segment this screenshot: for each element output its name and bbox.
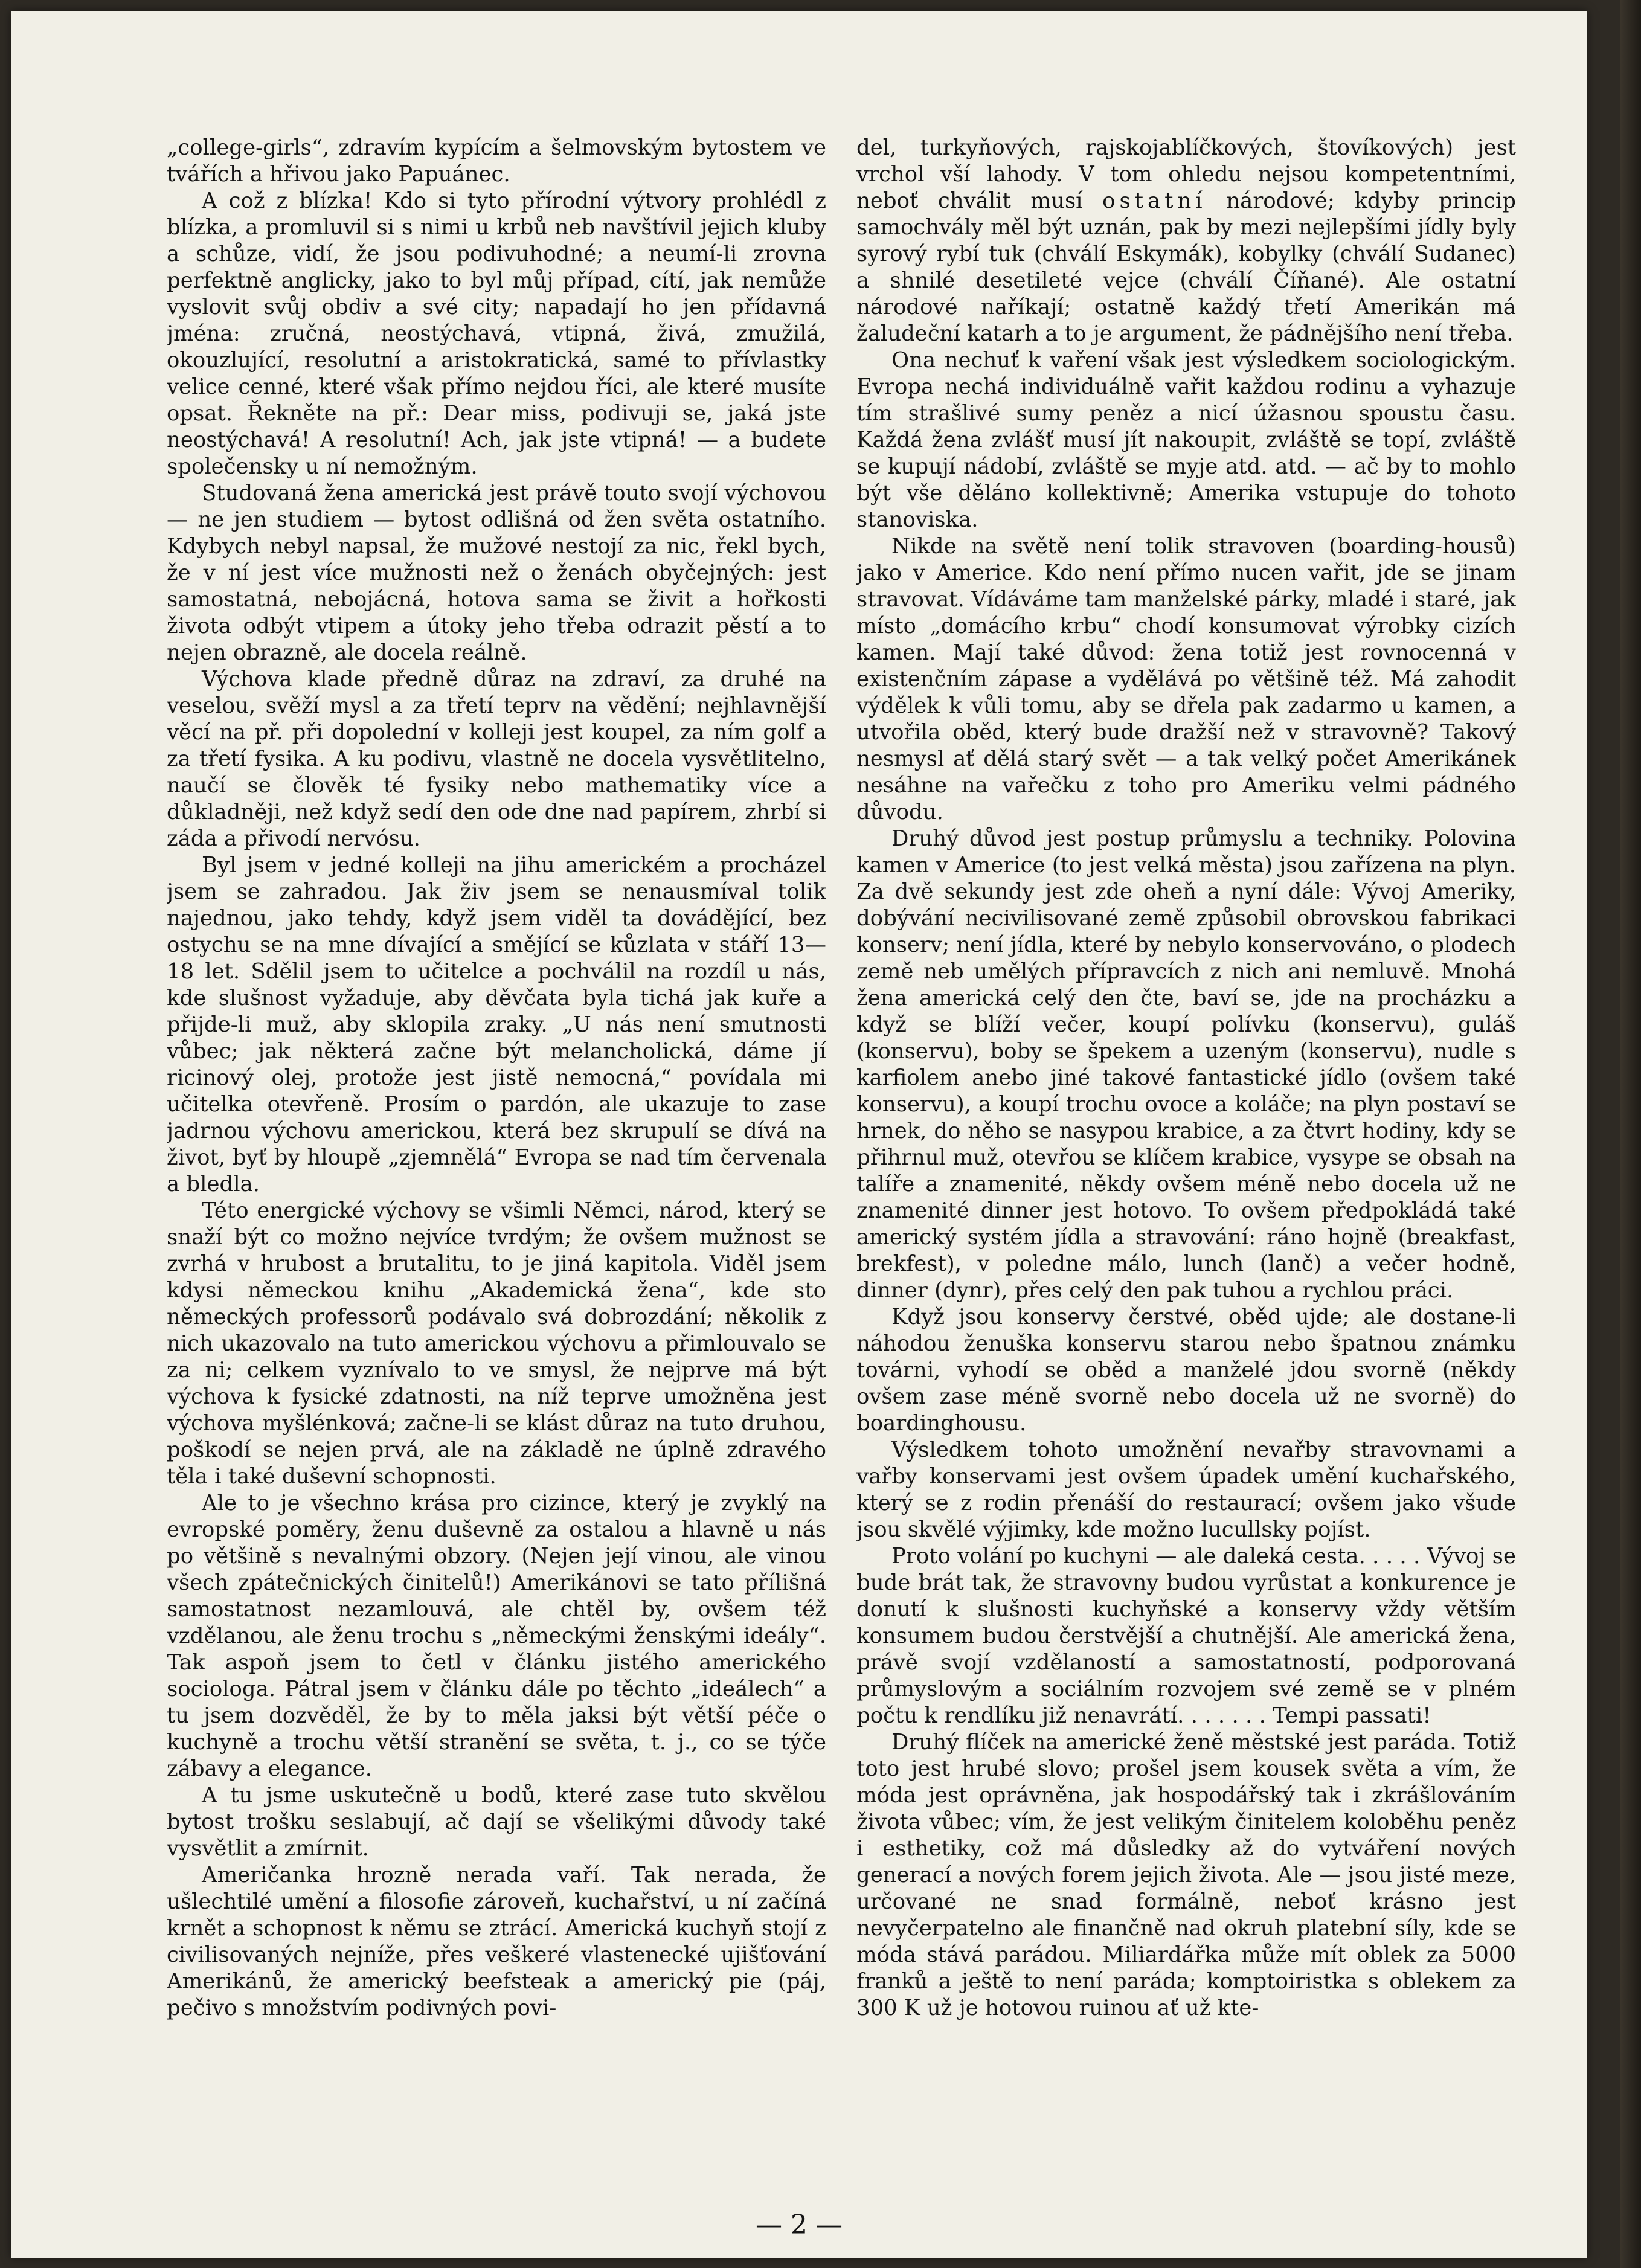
paragraph: Nikde na světě není tolik stravoven (boarding-housů) jako v Americe. Kdo není přímo nucen vařit, jde se jinam stravovat. Vídáváme tam manželské párky, mladé i staré, jak místo „domácího krbu“ chodí konsumovat výrobky cizích kamen. Mají také důvod: žena totiž jest rovnocenná v existenčním zápase a vydělává po většině též. Má zahodit výdělek k vůli tomu, aby se dřela pak zadarmo u kamen, a utvořila oběd, který bude dražší než v stravovně? Takový nesmysl ať dělá starý svět — a tak velký počet Amerikánek nesáhne na vařečku z toho pro Ameriku velmi pádného důvodu. (856, 534, 1516, 824)
page-number: — 2 — (756, 2209, 843, 2240)
paragraph: „college-girls“, zdravím kypícím a šelmovským bytostem ve tvářích a hřivou jako Papuánec. (167, 135, 826, 187)
paragraph: Ale to je všechno krása pro cizince, který je zvyklý na evropské poměry, ženu duševně za ostalou a hlavně u nás po většině s nevalnými obzory. (Nejen její vinou, ale vinou všech zpátečnických činitelů!) Amerikánovi se tato přílišná samostatnost nezamlouvá, ale chtěl by, ovšem též vzdělanou, ale ženu trochu s „německými ženskými ideály“. Tak aspoň jsem to četl v článku jistého amerického sociologa. Pátral jsem v článku dále po těchto „ideálech“ a tu jsem dozvěděl, že by to měla jaksi být větší péče o kuchyně a trochu větší stranění se světa, t. j., co se týče zábavy a elegance. (167, 1491, 826, 1781)
paragraph: Druhý flíček na americké ženě městské jest paráda. Totiž toto jest hrubé slovo; prošel jsem kousek světa a vím, že móda jest oprávněna, jak hospodářský tak i zkrášlováním života vůbec; vím, že jest velikým činitelem koloběhu peněz i esthetiky, což má důsledky až do vytváření nových generací a nových forem jejich života. Ale — jsou jisté meze, určované ne snad formálně, neboť krásno jest nevyčerpatelno ale finančně nad okruh platební síly, kde se móda stává parádou. Miliardářka může mít oblek za 5000 franků a ještě to není paráda; komptoiristka s oblekem za 300 K už je hotovou ruinou ať už kte- (856, 1730, 1516, 2020)
paragraph: A což z blízka! Kdo si tyto přírodní výtvory prohlédl z blízka, a promluvil si s nimi u krbů neb navštívil jejich kluby a schůze, vidí, že jsou podivuhodné; a neumí-li zrovna perfektně anglicky, jako to byl můj případ, cítí, jak nemůže vyslovit svůj obdiv a své city; napadají ho jen přídavná jména: zručná, neostýchavá, vtipná, živá, zmužilá, okouzlující, resolutní a aristokratická, samé to přívlastky velice cenné, které však přímo nejdou říci, ale které musíte opsat. Řekněte na př.: Dear miss, podivuji se, jaká jste neostýchavá! A resolutní! Ach, jak jste vtipná! — a budete společensky u ní nemožným. (167, 188, 826, 479)
paragraph: Američanka hrozně nerada vaří. Tak nerada, že ušlechtilé umění a filosofie zároveň, kuchařství, u ní začíná krnět a schopnost k němu se ztrácí. Americká kuchyň stojí z civilisovaných nejníže, přes veškeré vlastenecké ujišťování Amerikánů, že americký beefsteak a americký pie (páj, pečivo s množstvím podivných povi- (167, 1863, 826, 2020)
paragraph: Druhý důvod jest postup průmyslu a techniky. Polovina kamen v Americe (to jest velká města) jsou zařízena na plyn. Za dvě sekundy jest zde oheň a nyní dále: Vývoj Ameriky, dobývání necivilisované země způsobil obrovskou fabrikaci konserv; není jídla, které by nebylo konservováno, o plodech země neb umělých přípravcích z nich ani nemluvě. Mnohá žena americká celý den čte, baví se, jde na procházku a když se blíží večer, koupí polívku (konservu), guláš (konservu), boby se špekem a uzeným (konservu), nudle s karfiolem anebo jiné takové fantastické jídlo (ovšem také konservu), a koupí trochu ovoce a koláče; na plyn postaví se hrnek, do něho se nasypou krabice, a za čtvrt hodiny, kdy se přihrnul muž, otevřou se klíčem krabice, vysype se obsah na talíře a znamenité, někdy ovšem méně nebo docela už ne znamenité dinner jest hotovo. To ovšem předpokládá také americký systém jídla a stravování: ráno hojně (breakfast, brekfest), v poledne málo, lunch (lanč) a večer hodně, dinner (dynr), přes celý den pak tuhou a rychlou práci. (856, 826, 1516, 1303)
paragraph-continued (856, 135, 1516, 347)
paragraph: A tu jsme uskutečně u bodů, které zase tuto skvělou bytost trošku seslabují, ač dají se všelikými důvody také vysvětlit a zmírnit. (167, 1783, 826, 1861)
left-column (167, 135, 826, 2128)
magazine-page (11, 11, 1587, 2258)
text-run: národové; kdyby princip samochvály měl být uznán, pak by mezi nejlepšími jídly byly syrový rybí tuk (chválí Eskymák), kobylky (chválí Sudanec) a shnilé desetileté vejce (chválí Číňané). Ale ostatní národové naříkají; ostatně každý třetí Amerikán má žaludeční katarh a to je argument, že pádnějšího není třeba. (856, 188, 1516, 346)
paragraph: Proto volání po kuchyni — ale daleká cesta. . . . . Vývoj se bude brát tak, že stravovny budou vyrůstat a konkurence je donutí k slušnosti kuchyňské a konservy vždy větším konsumem budou čerstvější a chutnější. Ale americká žena, právě svojí vzdělaností a samostatností, podporovaná průmyslovým a sociálním rozvojem své země se v plném počtu k rendlíku již nenavrátí. . . . . . . Tempi passati! (856, 1544, 1516, 1728)
paragraph: Výchova klade předně důraz na zdraví, za druhé na veselou, svěží mysl a za třetí teprv na vědění; nejhlavnější věcí na př. při dopolední v kolleji jest koupel, za ním golf a za třetí fysika. A ku podivu, vlastně ne docela vysvětlitelno, naučí se člověk té fysiky nebo mathematiky více a důkladněji, než když sedí den ode dne nad papírem, zhrbí si záda a přivodí nervósu. (167, 667, 826, 851)
right-column (856, 135, 1516, 2128)
text-run: del, turkyňových, rajskojablíčkových, štovíkových) jest vrchol vší lahody. V tom ohledu nejsou kompetentními, neboť chválit musí (856, 135, 1516, 213)
book-spine (1620, 0, 1641, 2268)
paragraph: Když jsou konservy čerstvé, oběd ujde; ale dostane-li náhodou ženuška konservu starou nebo špatnou známku továrni, vyhodí se oběd a manželé jdou svorně (někdy ovšem zase méně svorně nebo docela už ne svorně) do boardinghousu. (856, 1305, 1516, 1436)
paragraph: Této energické výchovy se všimli Němci, národ, který se snaží být co možno nejvíce tvrdým; že ovšem mužnost se zvrhá v hrubost a brutalitu, to je jiná kapitola. Viděl jsem kdysi německou knihu „Akademická žena“, kde sto německých professorů podávalo svá dobrozdání; několik z nich ukazovalo na tuto americkou výchovu a přimlouvalo se za ni; celkem vyznívalo to ve smysl, že nejprve má být výchova k fysické zdatnosti, na níž teprve umožněna jest výchova myšlénková; začne-li se klást důraz na tuto druhou, poškodí se nejen prvá, ale na základě ne úplně zdravého těla i také duševní schopnosti. (167, 1198, 826, 1489)
paragraph: Byl jsem v jedné kolleji na jihu americkém a procházel jsem se zahradou. Jak živ jsem se nenausmíval tolik najednou, jako tehdy, když jsem viděl ta dovádějící, bez ostychu se na mne dívající a smějící se kůzlata v stáří 13—18 let. Sdělil jsem to učitelce a pochválil na rozdíl u nás, kde slušnost vyžaduje, aby děvčata byla tichá jak kuře a přijde-li muž, aby sklopila zraky. „U nás není smutnosti vůbec; jak některá začne být melancholická, dáme jí ricinový olej, protože jest jistě nemocná,“ povídala mi učitelka otevřeně. Prosím o pardón, ale ukazuje to zase jadrnou výchovu americkou, která bez skrupulí se dívá na život, byť by hloupě „zjemnělá“ Evropa se nad tím červenala a bledla. (167, 853, 826, 1197)
paragraph: Výsledkem tohoto umožnění nevařby stravovnami a vařby konservami jest ovšem úpadek umění kuchařského, který se z rodin přenáší do restaurací; ovšem jako všude jsou skvělé výjimky, kde možno lucullsky pojíst. (856, 1438, 1516, 1542)
paragraph: Studovaná žena americká jest právě touto svojí výchovou — ne jen studiem — bytost odlišná od žen světa ostatního. Kdybych nebyl napsal, že mužové nestojí za nic, řekl bych, že v ní jest více mužnosti než o ženách obyčejných: jest samostatná, nebojácná, hotova sama se živit a hořkosti života odbýt vtipem a útoky jeho třeba odrazit pěstí a to nejen obrazně, ale docela reálně. (167, 481, 826, 665)
paragraph: Ona nechuť k vaření však jest výsledkem sociologickým. Evropa nechá individuálně vařit každou rodinu a vyhazuje tím strašlivé sumy peněz a nicí úžasnou spoustu času. Každá žena zvlášť musí jít nakoupit, zvláště se topí, zvláště se kupují nádobí, zvláště se myje atd. atd. — ač by to mohlo být vše děláno kollektivně; Amerika vstupuje do tohoto stanoviska. (856, 348, 1516, 532)
emphasized-word: ostatní (1102, 188, 1207, 213)
